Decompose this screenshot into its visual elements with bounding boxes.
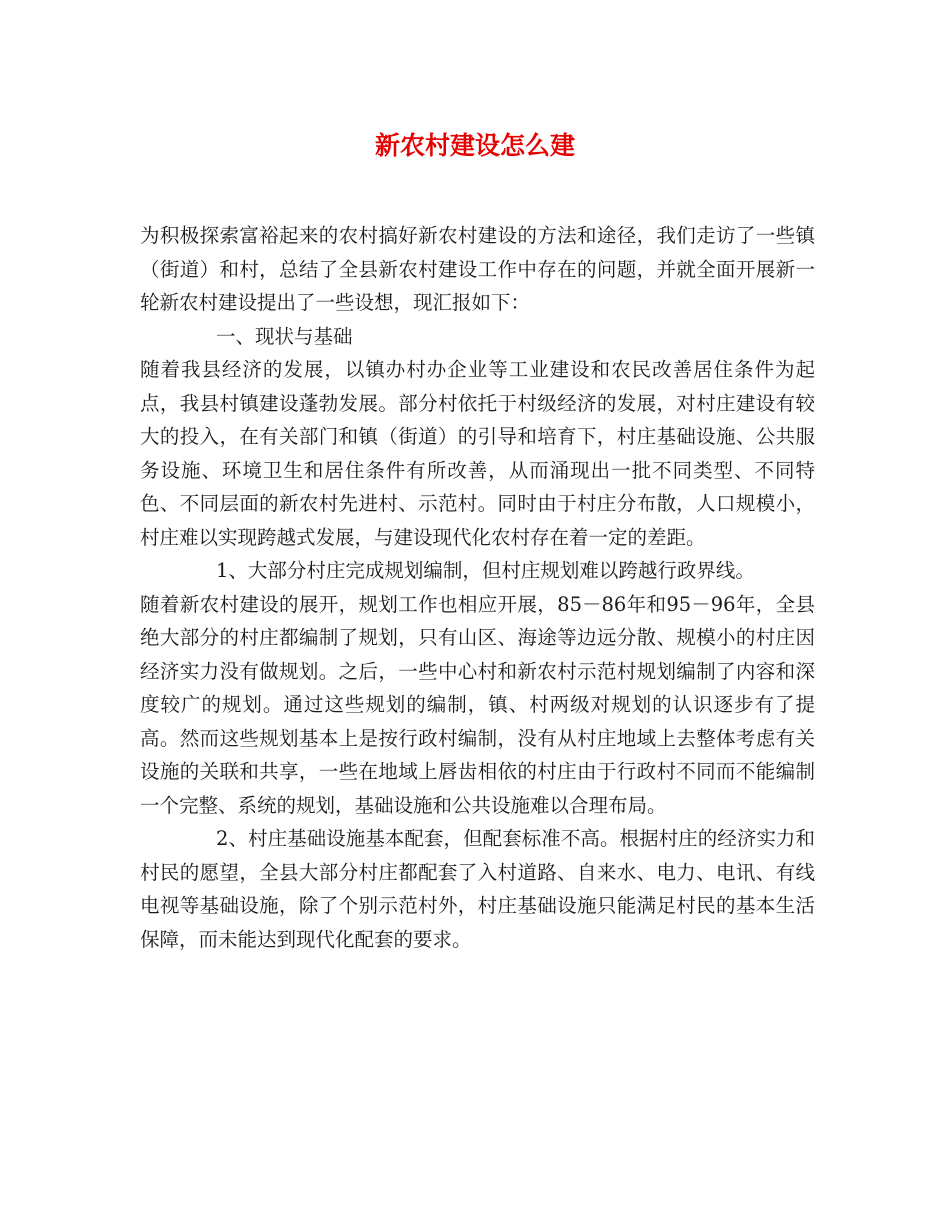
section-heading: 一、现状与基础 [216,324,353,348]
point-2-paragraph: 2、村庄基础设施基本配套，但配套标准不高。根据村庄的经济实力和村民的愿望，全县大部分村庄都配套了入村道路、自来水、电力、电讯、有线电视等基础设施，除了个别示范村外，村庄基础设施只能满足村民的基本生活保障，而未能达到现代化配套的要求。 [140,827,815,951]
intro-paragraph: 为积极探索富裕起来的农村搞好新农村建设的方法和途径，我们走访了一些镇（街道）和村，总结了全县新农村建设工作中存在的问题，并就全面开展新一轮新农村建设提出了一些设想，现汇报如下： [140,224,815,314]
point-1-paragraph: 随着新农村建设的展开，规划工作也相应开展，85－86年和95－96年，全县绝大部分的村庄都编制了规划，只有山区、海途等边远分散、规模小的村庄因经济实力没有做规划。之后，一些中心村和新农村示范村规划编制了内容和深度较广的规划。通过这些规划的编制，镇、村两级对规划的认识逐步有了提高。然而这些规划基本上是按行政村编制，没有从村庄地域上去整体考虑有关设施的关联和共享，一些在地域上唇齿相依的村庄由于行政村不同而不能编制一个完整、系统的规划，基础设施和公共设施难以合理布局。 [140,592,815,817]
document-body [140,219,815,956]
document-title: 新农村建设怎么建 [374,131,575,160]
status-paragraph: 随着我县经济的发展，以镇办村办企业等工业建设和农民改善居住条件为起点，我县村镇建设蓬勃发展。部分村依托于村级经济的发展，对村庄建设有较大的投入，在有关部门和镇（街道）的引导和培育下，村庄基础设施、公共服务设施、环境卫生和居住条件有所改善，从而涌现出一批不同类型、不同特色、不同层面的新农村先进村、示范村。同时由于村庄分布散，人口规模小，村庄难以实现跨越式发展，与建设现代化农村存在着一定的差距。 [140,358,815,549]
point-1-heading: 1、大部分村庄完成规划编制，但村庄规划难以跨越行政界线。 [216,559,755,582]
